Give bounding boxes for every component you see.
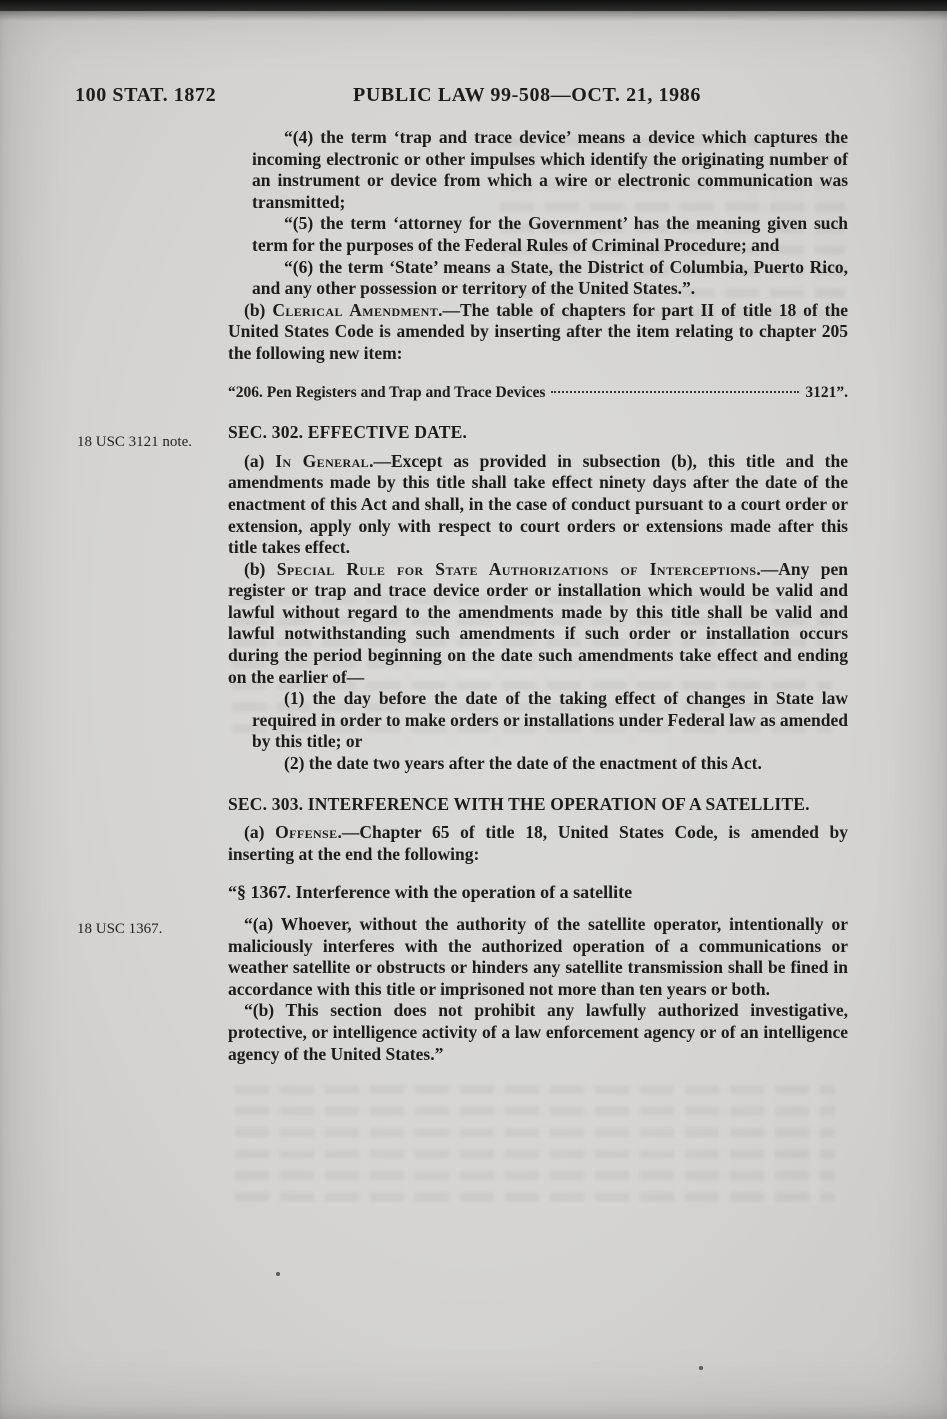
table-entry-label: “206. Pen Registers and Trap and Trace Devices [228,383,546,401]
text-run: (b) [244,558,277,579]
text-run: “§ 1367. Interference with the operation of a satellite [228,882,633,903]
clause-4-trap-and-trace-definition [252,127,848,213]
usc-1367-subsection-a [228,914,848,1000]
sec-302-b-clause-2 [252,753,848,775]
text-run: “(a) Whoever, without the authority of the satellite operator, intentionally or maliciously interferes with the authorized operation of a communications or weather satellite or obstructs or hinders any satellite transmission shall be fined in accordance with this title or imprisoned not more than ten years or both. [228,914,848,999]
text-run: .—Except as provided in subsection (b), this title and the amendments made by this title shall take effect ninety days after the date of the enactment of this Act and shall, in the case of conduct pursuant to a court order or extension, apply only with respect to court orders or extensions made after this title takes effect. [228,450,848,558]
text-run: “(6) the term ‘State’ means a State, the District of Columbia, Puerto Rico, and any other possession or territory of the United States.”. [252,256,848,299]
text-run: (2) the date two years after the date of the enactment of this Act. [284,753,762,774]
margin-note-18-usc-3121: 18 USC 3121 note. [77,434,193,450]
small-caps-phrase: Special Rule for State Authorizations of Interceptions [276,558,757,579]
subsection-b-clerical-amendment [228,300,848,365]
sec-303-heading [228,794,848,816]
text-run: SEC. 303. INTERFERENCE WITH THE OPERATION OF A SATELLITE. [228,793,810,814]
table-entry-page: 3121”. [805,383,848,401]
text-run: (a) [244,822,276,843]
text-run: (a) [244,450,276,471]
chapter-table-entry [228,382,848,404]
text-run: .—Chapter 65 of title 18, United States Code, is amended by inserting at the end the following: [228,822,848,864]
scanner-edge-fade [0,11,947,21]
usc-1367-section-heading [228,882,848,904]
text-run: .—Any pen register or trap and trace device order or installation which would be valid and lawful without regard to the amendments made by this title shall be valid and lawful notwithstanding such amendments if such order or installation occurs during the period beginning on the date such amendments take effect and ending on the earlier of— [228,558,848,687]
bleedthrough-ghost [235,1085,835,1205]
margin-note-18-usc-1367: 18 USC 1367. [77,921,163,937]
text-run: “(5) the term ‘attorney for the Government’ has the meaning given such term for the purposes of the Federal Rules of Criminal Procedure; and [252,213,848,255]
text-run: (b) [244,299,273,320]
usc-1367-subsection-b [228,1000,848,1065]
dot-leader [551,391,799,393]
text-run: (1) the day before the date of the taking effect of changes in State law required in order to make orders or installations under Federal law as amended by this title; or [252,688,848,752]
sec-302-subsection-b [228,559,848,689]
sec-302-heading [228,422,848,444]
clause-6-state-definition [252,257,848,300]
text-run: “(4) the term ‘trap and trace device’ means a device which captures the incoming electronic or other impulses which identify the originating number of an instrument or device from which a wire or electronic communication was transmitted; [252,127,848,212]
ink-speck [699,1366,703,1370]
sec-302-subsection-a [228,451,848,559]
clause-5-attorney-definition [252,213,848,256]
sec-302-b-clause-1 [252,688,848,753]
sec-303-subsection-a-offense [228,822,848,865]
scanner-edge-strip [0,0,947,11]
text-run: SEC. 302. EFFECTIVE DATE. [228,422,468,443]
small-caps-phrase: Clerical Amendment [272,299,439,320]
ink-speck [276,1272,280,1276]
small-caps-phrase: Offense [275,822,338,843]
text-run: “(b) This section does not prohibit any lawfully authorized investigative, protective, or intelligence activity of a law enforcement agency or of an intelligence agency of the United States.” [228,1000,848,1064]
law-title: PUBLIC LAW 99-508—OCT. 21, 1986 [353,84,701,106]
small-caps-phrase: In General [275,450,370,471]
text-run: .—The table of chapters for part II of title 18 of the United States Code is amended by inserting after the item relating to chapter 205 the following new item: [228,299,849,363]
statute-body [228,127,848,1065]
stat-page-number: 100 STAT. 1872 [75,84,217,106]
